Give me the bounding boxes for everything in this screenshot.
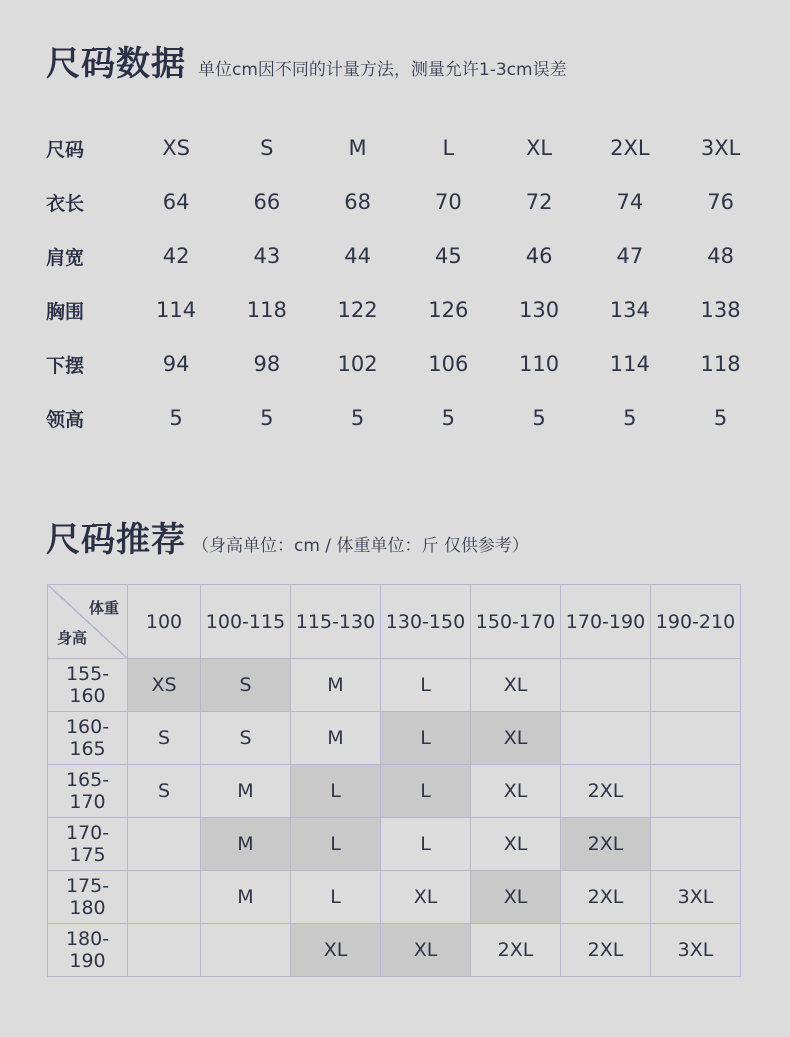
size-recommendation-cell <box>128 818 201 871</box>
size-recommendation-cell <box>201 924 291 977</box>
size-recommendation-cell <box>561 712 651 765</box>
size-recommendation-cell: XS <box>128 659 201 712</box>
table-row <box>48 659 741 712</box>
measure-cell: 130 <box>519 298 560 322</box>
measure-cell: 42 <box>162 244 190 268</box>
size-recommendation-cell: 2XL <box>561 924 651 977</box>
weight-header: 100-115 <box>201 585 291 659</box>
measure-cell: 98 <box>253 352 281 376</box>
size-recommendation-cell: 2XL <box>561 871 651 924</box>
size-recommendation-cell: XL <box>471 765 561 818</box>
table-row <box>48 712 741 765</box>
measure-cell: 5 <box>713 406 728 430</box>
size-recommendation-cell: S <box>128 712 201 765</box>
height-label: 180-190 <box>48 924 128 977</box>
row-label: 胸围 <box>46 300 85 323</box>
height-label: 155-160 <box>48 659 128 712</box>
row-label: 衣长 <box>46 192 85 215</box>
size-recommendation-cell: XL <box>471 871 561 924</box>
size-recommendation-cell <box>651 818 741 871</box>
chest-row <box>46 283 766 337</box>
table-row <box>48 818 741 871</box>
shoulder-row <box>46 229 766 283</box>
measure-cell: 68 <box>344 190 371 214</box>
table-row <box>48 871 741 924</box>
size-recommendation-cell: 3XL <box>651 871 741 924</box>
measure-cell: 5 <box>623 406 637 430</box>
size-recommendation-cell: XL <box>471 659 561 712</box>
measure-cell: 106 <box>428 352 469 376</box>
size-recommendation-cell: M <box>201 871 291 924</box>
size-cell: M <box>348 136 367 160</box>
measure-cell: 72 <box>525 190 553 214</box>
size-recommendation-cell: L <box>291 818 381 871</box>
size-cell: XL <box>526 136 553 160</box>
height-axis-label: 身高 <box>57 629 88 647</box>
row-label: 领高 <box>46 408 85 431</box>
row-label: 肩宽 <box>46 246 85 269</box>
row-label: 下摆 <box>46 354 85 377</box>
measure-cell: 118 <box>246 298 287 322</box>
corner-header-cell <box>48 585 128 659</box>
height-label: 165-170 <box>48 765 128 818</box>
measure-cell: 118 <box>700 352 741 376</box>
size-recommendation-cell: XL <box>291 924 381 977</box>
recommendation-header <box>46 512 529 561</box>
measure-cell: 126 <box>428 298 469 322</box>
weight-header: 150-170 <box>471 585 561 659</box>
size-cell: S <box>260 136 274 160</box>
measure-cell: 45 <box>434 244 462 268</box>
size-row <box>46 121 766 175</box>
measure-cell: 5 <box>532 406 546 430</box>
size-recommendation-cell: S <box>201 712 291 765</box>
measure-cell: 134 <box>609 298 650 322</box>
size-recommendation-cell <box>651 659 741 712</box>
size-recommendation-cell: M <box>201 765 291 818</box>
measure-cell: 5 <box>260 406 274 430</box>
size-recommendation-cell <box>128 871 201 924</box>
measure-cell: 114 <box>156 298 197 322</box>
size-recommendation-cell: L <box>291 765 381 818</box>
size-recommendation-cell: L <box>381 712 471 765</box>
measure-cell: 70 <box>434 190 462 214</box>
weight-header: 190-210 <box>651 585 741 659</box>
height-label: 170-175 <box>48 818 128 871</box>
size-recommendation-cell <box>651 712 741 765</box>
measure-cell: 76 <box>707 190 734 214</box>
size-recommendation-cell: L <box>381 765 471 818</box>
size-recommendation-cell: 2XL <box>471 924 561 977</box>
measure-cell: 114 <box>609 352 650 376</box>
measure-cell: 122 <box>337 298 378 322</box>
measure-cell: 138 <box>700 298 741 322</box>
size-recommendation-cell: XL <box>381 924 471 977</box>
weight-axis-label: 体重 <box>88 599 119 617</box>
size-recommendation-cell: 3XL <box>651 924 741 977</box>
measure-cell: 102 <box>337 352 378 376</box>
size-recommendation-cell <box>651 765 741 818</box>
size-recommendation-cell: M <box>201 818 291 871</box>
measure-cell: 43 <box>253 244 281 268</box>
table-row <box>48 765 741 818</box>
measure-cell: 44 <box>344 244 371 268</box>
size-cell: XS <box>162 136 190 160</box>
weight-header-row <box>48 585 741 659</box>
measure-cell: 5 <box>169 406 183 430</box>
recommendation-subtitle: （身高单位：cm / 体重单位：斤 仅供参考） <box>192 536 529 556</box>
measure-cell: 48 <box>707 244 734 268</box>
weight-header: 130-150 <box>381 585 471 659</box>
collar-row <box>46 391 766 445</box>
measure-cell: 74 <box>616 190 644 214</box>
height-label: 175-180 <box>48 871 128 924</box>
size-data-table <box>46 121 766 445</box>
size-cell: L <box>442 136 455 160</box>
size-recommendation-cell: S <box>128 765 201 818</box>
size-recommendation-cell: L <box>381 659 471 712</box>
recommendation-title: 尺码推荐 <box>46 520 186 560</box>
weight-header: 100 <box>128 585 201 659</box>
measure-cell: 5 <box>350 406 365 430</box>
size-recommendation-cell <box>561 659 651 712</box>
measure-cell: 5 <box>441 406 456 430</box>
size-recommendation-cell: S <box>201 659 291 712</box>
size-cell: 3XL <box>700 136 741 160</box>
measure-cell: 47 <box>616 244 644 268</box>
size-data-subtitle: 单位cm因不同的计量方法，测量允许1-3cm误差 <box>198 60 567 80</box>
row-label: 尺码 <box>46 138 85 161</box>
weight-header: 170-190 <box>561 585 651 659</box>
size-recommendation-cell: XL <box>471 818 561 871</box>
size-recommendation-cell: M <box>291 712 381 765</box>
size-recommendation-cell: 2XL <box>561 765 651 818</box>
size-recommendation-cell: L <box>291 871 381 924</box>
size-data-title: 尺码数据 <box>46 44 186 84</box>
measure-cell: 94 <box>162 352 190 376</box>
size-recommendation-cell: XL <box>381 871 471 924</box>
measure-cell: 64 <box>162 190 190 214</box>
size-cell: 2XL <box>610 136 650 160</box>
hem-row <box>46 337 766 391</box>
size-recommendation-cell: 2XL <box>561 818 651 871</box>
measure-cell: 46 <box>525 244 553 268</box>
height-label: 160-165 <box>48 712 128 765</box>
size-recommendation-cell: M <box>291 659 381 712</box>
table-row <box>48 924 741 977</box>
size-recommendation-cell: L <box>381 818 471 871</box>
size-recommendation-cell <box>128 924 201 977</box>
measure-cell: 66 <box>253 190 281 214</box>
length-row <box>46 175 766 229</box>
size-recommendation-cell: XL <box>471 712 561 765</box>
size-data-header <box>46 36 567 85</box>
recommendation-table <box>47 584 741 977</box>
measure-cell: 110 <box>519 352 560 376</box>
weight-header: 115-130 <box>291 585 381 659</box>
